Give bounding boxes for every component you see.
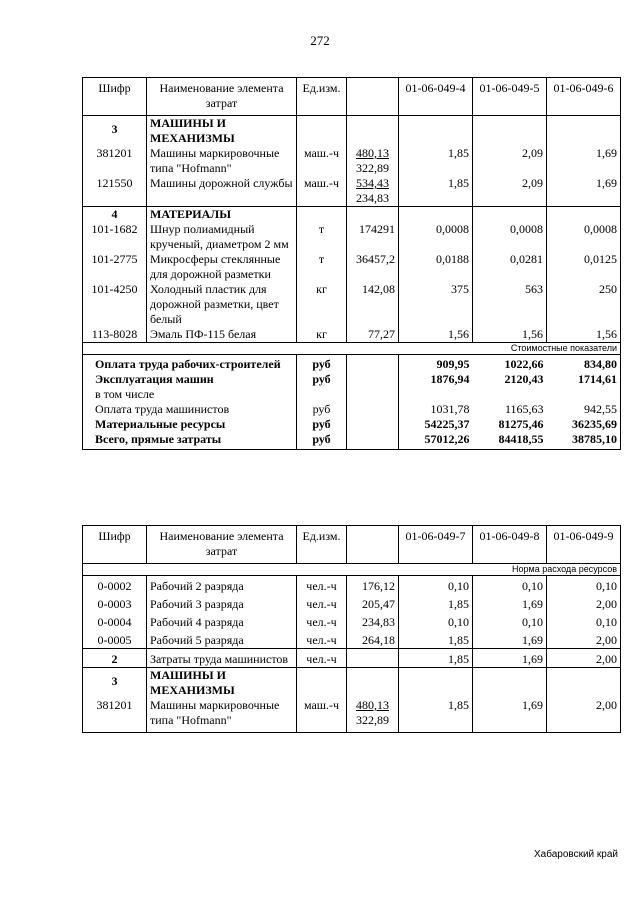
row-name: Машины маркировочные типа "Hofmann" — [147, 698, 297, 733]
section-number: 3 — [83, 116, 147, 147]
row-value-2: 0,10 — [473, 612, 547, 630]
row-price: 264,18 — [347, 630, 399, 649]
row-code: 381201 — [83, 698, 147, 733]
cost-name: Эксплуатация машин — [83, 372, 297, 387]
cost-value-3: 38785,10 — [547, 432, 621, 450]
cost-row — [83, 417, 621, 432]
section-row — [83, 116, 621, 147]
cost-value-3: 1714,61 — [547, 372, 621, 387]
row-value-3: 0,10 — [547, 612, 621, 630]
row-value-1: 0,10 — [399, 576, 473, 595]
cost-row — [83, 387, 621, 402]
row-value-3: 2,00 — [547, 649, 621, 668]
cost-value-1: 909,95 — [399, 355, 473, 373]
row-unit: кг — [297, 282, 347, 327]
table-row — [83, 698, 621, 733]
row-value-3: 0,10 — [547, 576, 621, 595]
row-value-3: 2,00 — [547, 630, 621, 649]
header-code: Шифр — [83, 78, 147, 116]
resource-table-1 — [82, 77, 621, 450]
header-col-1: 01-06-049-4 — [399, 78, 473, 116]
cost-row — [83, 372, 621, 387]
cost-row — [83, 355, 621, 373]
cost-value-1: 57012,26 — [399, 432, 473, 450]
row-value-1: 375 — [399, 282, 473, 327]
table-row — [83, 327, 621, 343]
page-number: 272 — [310, 33, 330, 48]
row-name: Рабочий 4 разряда — [147, 612, 297, 630]
row-value-2: 1,69 — [473, 630, 547, 649]
row-code: 0-0005 — [83, 630, 147, 649]
row-value-3: 1,69 — [547, 176, 621, 207]
row-code: 101-4250 — [83, 282, 147, 327]
cost-name: Оплата труда рабочих-строителей — [83, 355, 297, 373]
row-value-2: 1,56 — [473, 327, 547, 343]
resource-table-2 — [82, 525, 621, 733]
table-row — [83, 146, 621, 176]
cost-unit: руб — [297, 432, 347, 450]
row-value-3: 2,00 — [547, 698, 621, 733]
cost-name: Всего, прямые затраты — [83, 432, 297, 450]
row-value-3: 2,00 — [547, 594, 621, 612]
row-code: 113-8028 — [83, 327, 147, 343]
row-value-2: 0,10 — [473, 576, 547, 595]
row-code: 0-0004 — [83, 612, 147, 630]
cost-unit: руб — [297, 417, 347, 432]
row-name: Машины дорожной службы — [147, 176, 297, 207]
row-price: 77,27 — [347, 327, 399, 343]
row-value-2: 2,09 — [473, 146, 547, 176]
section-row — [83, 649, 621, 668]
cost-value-2: 84418,55 — [473, 432, 547, 450]
row-code: 381201 — [83, 146, 147, 176]
cost-value-3: 36235,69 — [547, 417, 621, 432]
section-row — [83, 668, 621, 699]
row-value-1: 0,10 — [399, 612, 473, 630]
row-price: 205,47 — [347, 594, 399, 612]
header-col-2: 01-06-049-5 — [473, 78, 547, 116]
row-unit: чел.-ч — [297, 630, 347, 649]
row-name: Затраты труда машинистов — [147, 649, 297, 668]
row-value-3: 0,0008 — [547, 222, 621, 252]
cost-name: Оплата труда машинистов — [83, 402, 297, 417]
row-price: 142,08 — [347, 282, 399, 327]
norm-label-row — [83, 564, 621, 576]
row-value-2: 0,0008 — [473, 222, 547, 252]
cost-name: в том числе — [83, 387, 297, 402]
row-code: 0-0003 — [83, 594, 147, 612]
row-unit: чел.-ч — [297, 649, 347, 668]
row-value-2: 2,09 — [473, 176, 547, 207]
row-name: Рабочий 3 разряда — [147, 594, 297, 612]
row-price-bottom: 234,83 — [356, 191, 389, 205]
row-unit: чел.-ч — [297, 594, 347, 612]
table-header — [83, 526, 621, 564]
table-row — [83, 282, 621, 327]
row-name: Холодный пластик для дорожной разметки, цвет белый — [147, 282, 297, 327]
row-unit: т — [297, 222, 347, 252]
row-name: Шнур полиамидный крученый, диаметром 2 мм — [147, 222, 297, 252]
cost-row — [83, 432, 621, 450]
row-price: 176,12 — [347, 576, 399, 595]
cost-value-1: 1031,78 — [399, 402, 473, 417]
row-price-top: 480,13 — [356, 146, 389, 160]
row-name: Машины маркировочные типа "Hofmann" — [147, 146, 297, 176]
row-price-top: 480,13 — [356, 698, 389, 712]
table-row — [83, 252, 621, 282]
cost-unit: руб — [297, 355, 347, 373]
row-value-1: 1,85 — [399, 649, 473, 668]
table-row — [83, 176, 621, 207]
header-price — [347, 526, 399, 564]
header-col-2: 01-06-049-8 — [473, 526, 547, 564]
row-unit: чел.-ч — [297, 576, 347, 595]
header-col-3: 01-06-049-9 — [547, 526, 621, 564]
section-title: МАШИНЫ И МЕХАНИЗМЫ — [147, 116, 297, 147]
table-row — [83, 594, 621, 612]
row-code: 101-2775 — [83, 252, 147, 282]
row-value-1: 1,85 — [399, 176, 473, 207]
row-unit: маш.-ч — [297, 176, 347, 207]
row-code: 121550 — [83, 176, 147, 207]
row-value-2: 1,69 — [473, 594, 547, 612]
cost-value-1: 54225,37 — [399, 417, 473, 432]
row-name: Микросферы стеклянные для дорожной разметки — [147, 252, 297, 282]
row-value-1: 1,85 — [399, 594, 473, 612]
table-row — [83, 612, 621, 630]
row-value-3: 1,56 — [547, 327, 621, 343]
row-code: 101-1682 — [83, 222, 147, 252]
header-col-1: 01-06-049-7 — [399, 526, 473, 564]
row-value-2: 1,69 — [473, 698, 547, 733]
table-row — [83, 222, 621, 252]
row-value-1: 1,85 — [399, 630, 473, 649]
cost-value-2: 1022,66 — [504, 357, 544, 371]
header-col-3: 01-06-049-6 — [547, 78, 621, 116]
row-value-2: 0,0281 — [473, 252, 547, 282]
header-price — [347, 78, 399, 116]
cost-value-2: 2120,43 — [504, 372, 544, 386]
cost-value-2: 1165,63 — [504, 402, 544, 416]
row-price-bottom: 322,89 — [356, 713, 389, 727]
row-value-1: 1,85 — [399, 698, 473, 733]
cost-unit — [297, 387, 347, 402]
section-title: МАТЕРИАЛЫ — [147, 207, 297, 223]
section-number: 2 — [83, 649, 147, 668]
cost-unit: руб — [297, 372, 347, 387]
cost-value-3: 834,80 — [547, 355, 621, 373]
cost-row — [83, 402, 621, 417]
norm-label: Норма расхода ресурсов — [83, 564, 621, 576]
row-price-top: 534,43 — [356, 176, 389, 190]
row-name: Эмаль ПФ-115 белая — [147, 327, 297, 343]
row-price: 36457,2 — [347, 252, 399, 282]
header-name: Наименование элемента затрат — [147, 78, 297, 116]
header-unit: Ед.изм. — [297, 526, 347, 564]
row-value-1: 1,85 — [399, 146, 473, 176]
section-number: 3 — [83, 668, 147, 699]
row-unit: кг — [297, 327, 347, 343]
row-value-1: 1,56 — [399, 327, 473, 343]
section-row — [83, 207, 621, 223]
row-unit: т — [297, 252, 347, 282]
row-price: 174291 — [347, 222, 399, 252]
cost-name: Материальные ресурсы — [83, 417, 297, 432]
row-value-3: 1,69 — [547, 146, 621, 176]
row-name: Рабочий 5 разряда — [147, 630, 297, 649]
header-name: Наименование элемента затрат — [147, 526, 297, 564]
row-unit: маш.-ч — [297, 146, 347, 176]
cost-value-2: 81275,46 — [498, 417, 544, 431]
row-price-bottom: 322,89 — [356, 161, 389, 175]
row-value-2: 563 — [473, 282, 547, 327]
table-row — [83, 630, 621, 649]
row-unit: чел.-ч — [297, 612, 347, 630]
row-value-2: 1,69 — [473, 649, 547, 668]
header-code: Шифр — [83, 526, 147, 564]
table-row — [83, 576, 621, 595]
row-value-3: 0,0125 — [547, 252, 621, 282]
row-value-3: 250 — [547, 282, 621, 327]
row-value-1: 0,0188 — [399, 252, 473, 282]
row-price: 234,83 — [347, 612, 399, 630]
header-unit: Ед.изм. — [297, 78, 347, 116]
row-code: 0-0002 — [83, 576, 147, 595]
row-value-1: 0,0008 — [399, 222, 473, 252]
cost-value-1: 1876,94 — [399, 372, 473, 387]
section-number: 4 — [83, 207, 147, 223]
cost-label-row — [83, 343, 621, 355]
footer-region: Хабаровский край — [533, 849, 618, 860]
section-title: МАШИНЫ И МЕХАНИЗМЫ — [147, 668, 297, 699]
cost-value-3: 942,55 — [547, 402, 621, 417]
row-name: Рабочий 2 разряда — [147, 576, 297, 595]
cost-unit: руб — [297, 402, 347, 417]
cost-indicators-label: Стоимостные показатели — [83, 343, 621, 355]
table-header — [83, 78, 621, 116]
row-unit: маш.-ч — [297, 698, 347, 733]
